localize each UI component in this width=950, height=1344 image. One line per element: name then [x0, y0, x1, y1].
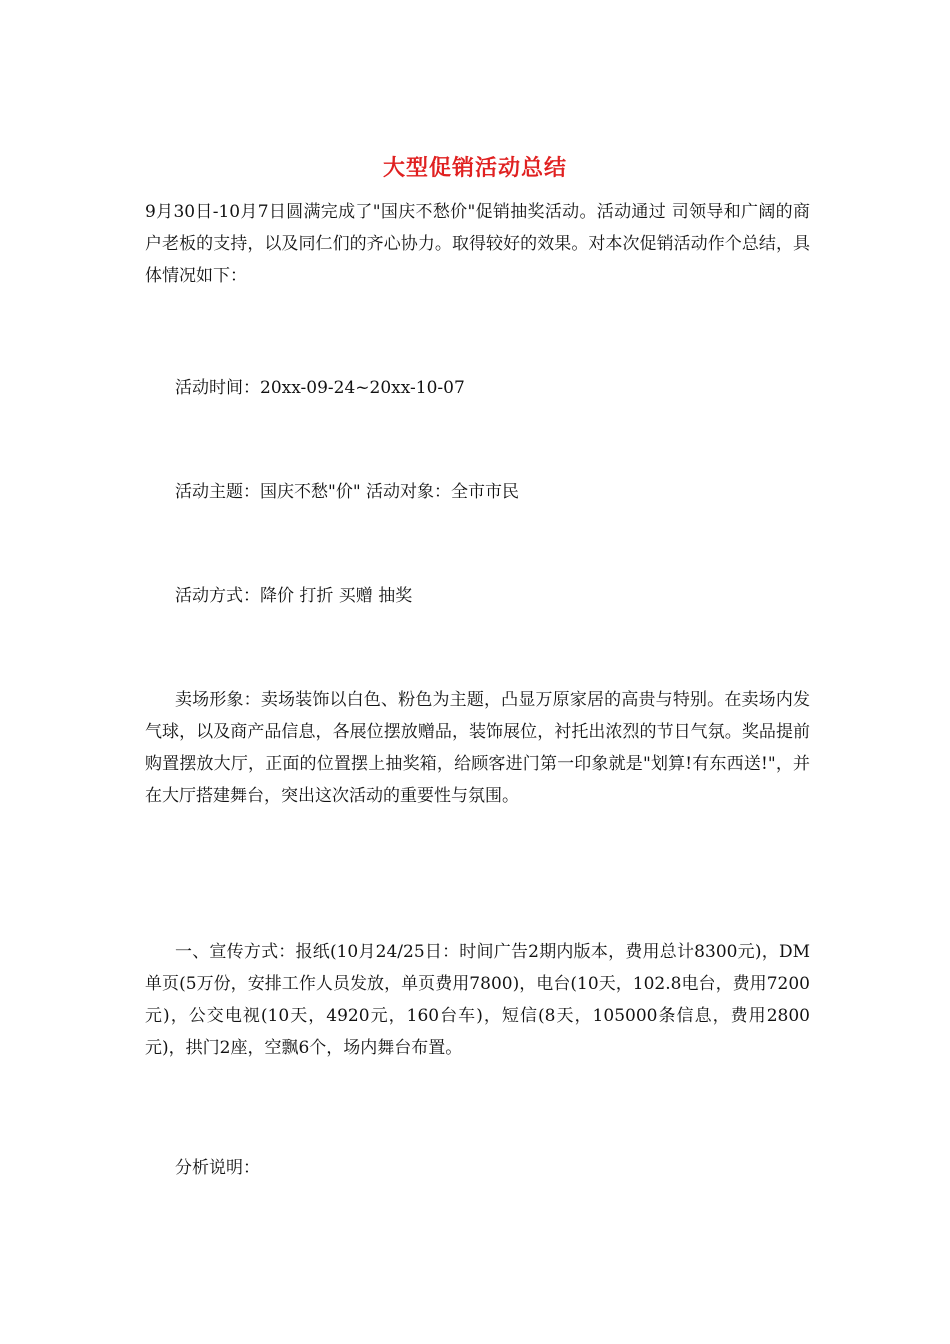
document-title: 大型促销活动总结 [382, 155, 567, 181]
activity-time-paragraph: 活动时间：20xx-09-24~20xx-10-07 [175, 378, 465, 398]
store-image-paragraph: 卖场形象：卖场装饰以白色、粉色为主题，凸显万原家居的高贵与特别。在卖场内发气球，以及商产品信息，各展位摆放赠品，装饰展位，衬托出浓烈的节日气氛。奖品提前购置摆放大厅，正面的位置摆上抽奖箱，给顾客进门第一印象就是"划算!有东西送!"，并在大厅搭建舞台，突出这次活动的重要性与氛围。 [145, 690, 810, 806]
analysis-heading: 分析说明： [175, 1158, 260, 1178]
intro-paragraph: 9月30日-10月7日圆满完成了"国庆不愁价"促销抽奖活动。活动通过 司领导和广阔的商户老板的支持，以及同仁们的齐心协力。取得较好的效果。对本次促销活动作个总结，具体情况如下： [145, 202, 810, 286]
promotion-method-paragraph: 一、宣传方式：报纸(10月24/25日：时间广告2期内版本，费用总计8300元)，DM单页(5万份，安排工作人员发放，单页费用7800)，电台(10天，102.8电台，费用7200元)，公交电视(10天，4920元，160台车)，短信(8天，105000条信息，费用2800元)，拱门2座，空飘6个，场内舞台布置。 [145, 942, 810, 1058]
activity-method-paragraph: 活动方式：降价 打折 买赠 抽奖 [175, 586, 413, 606]
activity-theme-paragraph: 活动主题：国庆不愁"价" 活动对象：全市市民 [175, 482, 520, 502]
